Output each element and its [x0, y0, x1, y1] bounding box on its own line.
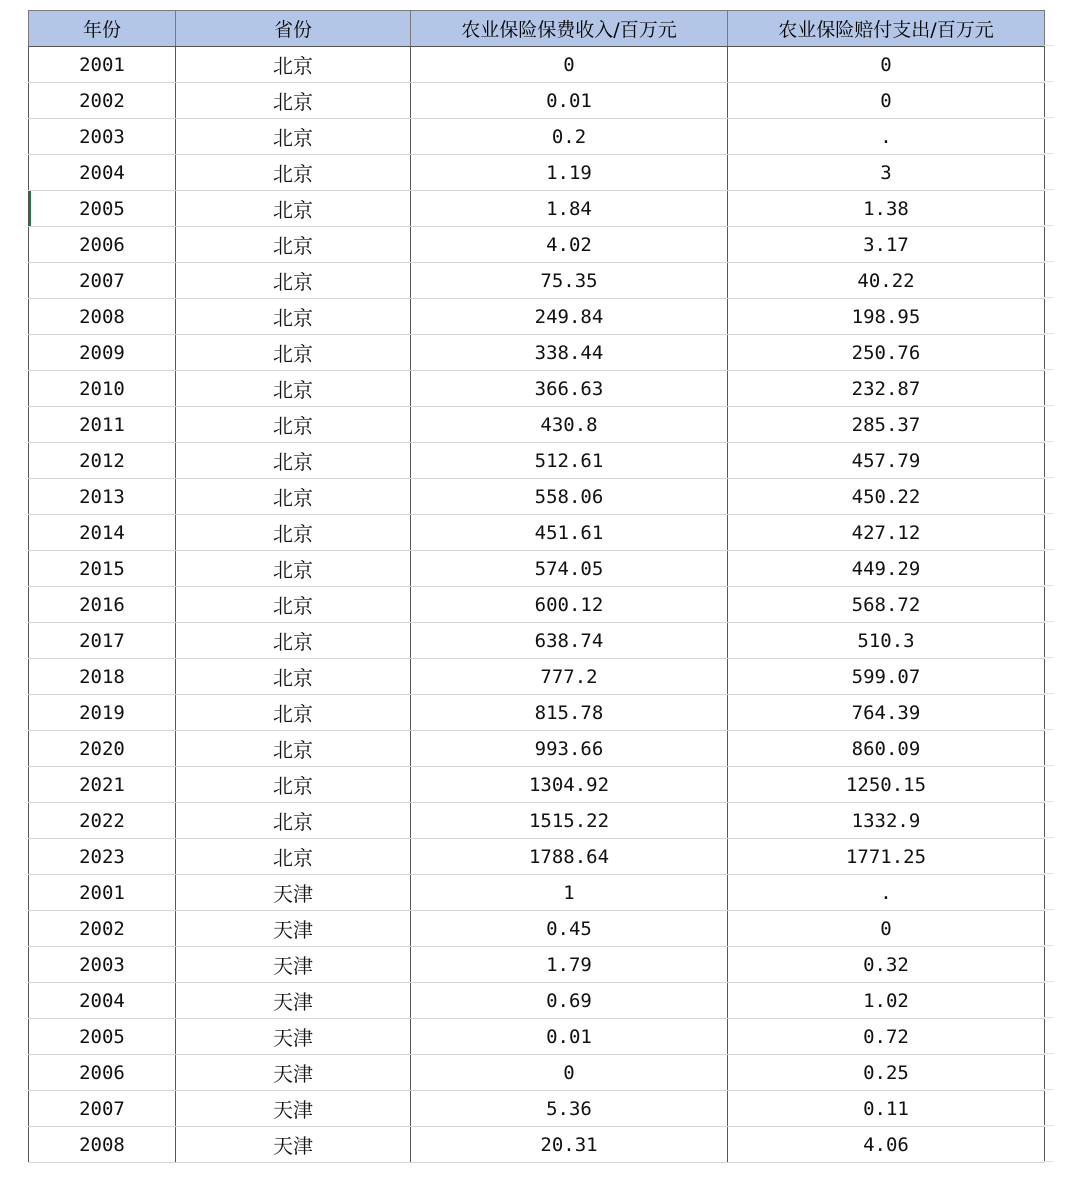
table-row	[29, 1091, 1045, 1127]
cell-premium[interactable]: 777.2	[411, 659, 728, 695]
empty-column-gridline	[1044, 225, 1054, 226]
empty-column-gridline	[1044, 117, 1054, 118]
cell-year[interactable]: 2011	[29, 407, 176, 443]
cell-province[interactable]: 北京	[176, 551, 411, 587]
cell-province[interactable]: 北京	[176, 299, 411, 335]
cell-year[interactable]: 2009	[29, 335, 176, 371]
cell-claims[interactable]: 510.3	[728, 623, 1045, 659]
cell-province[interactable]: 北京	[176, 119, 411, 155]
empty-column-gridline	[1044, 585, 1054, 586]
cell-premium[interactable]: 512.61	[411, 443, 728, 479]
cell-claims[interactable]: 427.12	[728, 515, 1045, 551]
cell-premium[interactable]: 0.01	[411, 83, 728, 119]
empty-column-gridline	[1044, 261, 1054, 262]
cell-premium[interactable]: 0	[411, 1055, 728, 1091]
empty-column-gridline	[1044, 837, 1054, 838]
cell-claims[interactable]: 764.39	[728, 695, 1045, 731]
table-row	[29, 551, 1045, 587]
cell-premium[interactable]: 0.2	[411, 119, 728, 155]
cell-claims[interactable]: 568.72	[728, 587, 1045, 623]
cell-province[interactable]: 北京	[176, 407, 411, 443]
cell-province[interactable]: 北京	[176, 479, 411, 515]
empty-column-gridline	[1044, 693, 1054, 694]
cell-premium[interactable]: 4.02	[411, 227, 728, 263]
cell-year[interactable]: 2004	[29, 155, 176, 191]
cell-year[interactable]: 2008	[29, 299, 176, 335]
cell-claims[interactable]: 198.95	[728, 299, 1045, 335]
cell-premium[interactable]: 451.61	[411, 515, 728, 551]
table-row	[29, 83, 1045, 119]
cell-premium[interactable]: 1.79	[411, 947, 728, 983]
cell-premium[interactable]: 5.36	[411, 1091, 728, 1127]
cell-premium[interactable]: 249.84	[411, 299, 728, 335]
cell-year[interactable]: 2003	[29, 947, 176, 983]
table-row	[29, 659, 1045, 695]
cell-province[interactable]: 北京	[176, 515, 411, 551]
empty-column-gridline	[1044, 621, 1054, 622]
cell-premium[interactable]: 1304.92	[411, 767, 728, 803]
cell-province[interactable]: 天津	[176, 1055, 411, 1091]
cell-claims[interactable]: 0.72	[728, 1019, 1045, 1055]
cell-claims[interactable]: 0	[728, 47, 1045, 83]
header-year[interactable]: 年份	[29, 11, 176, 47]
cell-premium[interactable]: 993.66	[411, 731, 728, 767]
table-row	[29, 119, 1045, 155]
cell-premium[interactable]: 600.12	[411, 587, 728, 623]
cell-claims[interactable]: 0.25	[728, 1055, 1045, 1091]
cell-year[interactable]: 2010	[29, 371, 176, 407]
data-table	[28, 10, 1045, 1163]
empty-column-gridline	[1044, 333, 1054, 334]
table-row	[29, 515, 1045, 551]
cell-claims[interactable]: 0	[728, 911, 1045, 947]
cell-year[interactable]: 2002	[29, 911, 176, 947]
empty-column-gridline	[1044, 765, 1054, 766]
table-row	[29, 911, 1045, 947]
empty-column-gridline	[1044, 729, 1054, 730]
cell-premium[interactable]: 0.45	[411, 911, 728, 947]
table-row	[29, 371, 1045, 407]
table-row	[29, 587, 1045, 623]
cell-province[interactable]: 天津	[176, 1019, 411, 1055]
cell-premium[interactable]: 0.69	[411, 983, 728, 1019]
cell-province[interactable]: 北京	[176, 335, 411, 371]
spreadsheet-grid	[28, 10, 1054, 1163]
cell-year[interactable]: 2022	[29, 803, 176, 839]
table-row	[29, 227, 1045, 263]
cell-year[interactable]: 2014	[29, 515, 176, 551]
cell-province[interactable]: 北京	[176, 83, 411, 119]
cell-year[interactable]: 2007	[29, 263, 176, 299]
cell-claims[interactable]: 232.87	[728, 371, 1045, 407]
cell-premium[interactable]: 75.35	[411, 263, 728, 299]
table-row	[29, 335, 1045, 371]
empty-column-gridline	[1044, 1125, 1054, 1126]
cell-province[interactable]: 天津	[176, 911, 411, 947]
cell-year[interactable]: 2001	[29, 875, 176, 911]
cell-premium[interactable]: 558.06	[411, 479, 728, 515]
table-row	[29, 731, 1045, 767]
cell-year[interactable]: 2016	[29, 587, 176, 623]
cell-claims[interactable]: 4.06	[728, 1127, 1045, 1163]
cell-claims[interactable]: 1.02	[728, 983, 1045, 1019]
cell-province[interactable]: 天津	[176, 947, 411, 983]
cell-claims[interactable]: 0	[728, 83, 1045, 119]
cell-premium[interactable]: 20.31	[411, 1127, 728, 1163]
cell-premium[interactable]: 638.74	[411, 623, 728, 659]
cell-claims[interactable]: 449.29	[728, 551, 1045, 587]
cell-year[interactable]: 2001	[29, 47, 176, 83]
cell-premium[interactable]: 0	[411, 47, 728, 83]
empty-column-gridline	[1044, 153, 1054, 154]
table-row	[29, 875, 1045, 911]
table-row	[29, 1127, 1045, 1163]
cell-year[interactable]: 2006	[29, 1055, 176, 1091]
empty-column-gridline	[1044, 477, 1054, 478]
table-row	[29, 47, 1045, 83]
table-row	[29, 479, 1045, 515]
cell-claims[interactable]: 285.37	[728, 407, 1045, 443]
cell-year[interactable]: 2007	[29, 1091, 176, 1127]
cell-year[interactable]: 2002	[29, 83, 176, 119]
cell-province[interactable]: 北京	[176, 227, 411, 263]
cell-year[interactable]: 2020	[29, 731, 176, 767]
cell-premium[interactable]: 1788.64	[411, 839, 728, 875]
empty-column-gridline	[1044, 945, 1054, 946]
cell-year[interactable]: 2006	[29, 227, 176, 263]
table-row	[29, 191, 1045, 227]
cell-claims[interactable]: 599.07	[728, 659, 1045, 695]
cell-claims[interactable]: 1771.25	[728, 839, 1045, 875]
cell-claims[interactable]: 3	[728, 155, 1045, 191]
table-body	[29, 47, 1045, 1163]
cell-year[interactable]: 2004	[29, 983, 176, 1019]
empty-column-gridline	[1044, 981, 1054, 982]
cell-province[interactable]: 天津	[176, 875, 411, 911]
empty-column-gridline	[1044, 189, 1054, 190]
cell-year[interactable]: 2005	[29, 191, 176, 227]
cell-province[interactable]: 北京	[176, 587, 411, 623]
header-claims[interactable]: 农业保险赔付支出/百万元	[728, 11, 1045, 47]
cell-province[interactable]: 北京	[176, 695, 411, 731]
cell-claims[interactable]: 0.11	[728, 1091, 1045, 1127]
cell-premium[interactable]: 338.44	[411, 335, 728, 371]
cell-province[interactable]: 天津	[176, 1127, 411, 1163]
table-row	[29, 983, 1045, 1019]
empty-column-gridline	[1044, 441, 1054, 442]
empty-column-gridline	[1044, 1017, 1054, 1018]
cell-premium[interactable]: 366.63	[411, 371, 728, 407]
empty-column-gridline	[1044, 1053, 1054, 1054]
empty-column-gridline	[1044, 909, 1054, 910]
cell-province[interactable]: 北京	[176, 731, 411, 767]
cell-province[interactable]: 北京	[176, 659, 411, 695]
cell-year[interactable]: 2013	[29, 479, 176, 515]
cell-province[interactable]: 天津	[176, 1091, 411, 1127]
cell-claims[interactable]: .	[728, 119, 1045, 155]
cell-year[interactable]: 2008	[29, 1127, 176, 1163]
header-row	[29, 11, 1045, 47]
cell-year[interactable]: 2021	[29, 767, 176, 803]
cell-year[interactable]: 2005	[29, 1019, 176, 1055]
cell-premium[interactable]: 1.84	[411, 191, 728, 227]
cell-claims[interactable]: 1332.9	[728, 803, 1045, 839]
cell-year[interactable]: 2019	[29, 695, 176, 731]
cell-claims[interactable]: 1250.15	[728, 767, 1045, 803]
cell-province[interactable]: 北京	[176, 47, 411, 83]
header-province[interactable]: 省份	[176, 11, 411, 47]
cell-claims[interactable]: 3.17	[728, 227, 1045, 263]
empty-column-gridline	[1044, 513, 1054, 514]
table-row	[29, 443, 1045, 479]
cell-claims[interactable]: 1.38	[728, 191, 1045, 227]
cell-claims[interactable]: 450.22	[728, 479, 1045, 515]
cell-claims[interactable]: 40.22	[728, 263, 1045, 299]
cell-premium[interactable]: 1.19	[411, 155, 728, 191]
cell-province[interactable]: 北京	[176, 767, 411, 803]
cell-province[interactable]: 北京	[176, 839, 411, 875]
empty-column-gridline	[1044, 657, 1054, 658]
empty-column-gridline	[1044, 81, 1054, 82]
empty-column-gridline	[1044, 801, 1054, 802]
cell-province[interactable]: 北京	[176, 191, 411, 227]
table-row	[29, 839, 1045, 875]
cell-premium[interactable]: 0.01	[411, 1019, 728, 1055]
table-row	[29, 1055, 1045, 1091]
cell-province[interactable]: 北京	[176, 155, 411, 191]
cell-year[interactable]: 2018	[29, 659, 176, 695]
empty-column-gridline	[1044, 369, 1054, 370]
empty-column-gridline	[1044, 297, 1054, 298]
table-row	[29, 155, 1045, 191]
table-row	[29, 407, 1045, 443]
cell-year[interactable]: 2023	[29, 839, 176, 875]
cell-province[interactable]: 北京	[176, 443, 411, 479]
cell-year[interactable]: 2017	[29, 623, 176, 659]
cell-province[interactable]: 北京	[176, 371, 411, 407]
cell-province[interactable]: 天津	[176, 983, 411, 1019]
empty-column-gridline	[1044, 549, 1054, 550]
cell-premium[interactable]: 574.05	[411, 551, 728, 587]
table-row	[29, 695, 1045, 731]
table-row	[29, 1019, 1045, 1055]
table-row	[29, 623, 1045, 659]
cell-province[interactable]: 北京	[176, 803, 411, 839]
empty-column-gridline	[1044, 45, 1054, 46]
cell-premium[interactable]: 1	[411, 875, 728, 911]
empty-column-gridline	[1044, 1161, 1054, 1162]
cell-year[interactable]: 2012	[29, 443, 176, 479]
table-row	[29, 263, 1045, 299]
table-row	[29, 947, 1045, 983]
empty-column-gridline	[1044, 873, 1054, 874]
cell-premium[interactable]: 430.8	[411, 407, 728, 443]
cell-premium[interactable]: 1515.22	[411, 803, 728, 839]
header-premium[interactable]: 农业保险保费收入/百万元	[411, 11, 728, 47]
cell-premium[interactable]: 815.78	[411, 695, 728, 731]
cell-year[interactable]: 2015	[29, 551, 176, 587]
cell-province[interactable]: 北京	[176, 263, 411, 299]
table-row	[29, 299, 1045, 335]
table-row	[29, 767, 1045, 803]
cell-claims[interactable]: 860.09	[728, 731, 1045, 767]
cell-year[interactable]: 2003	[29, 119, 176, 155]
empty-column-gridline	[1044, 405, 1054, 406]
cell-claims[interactable]: 457.79	[728, 443, 1045, 479]
cell-claims[interactable]: .	[728, 875, 1045, 911]
cell-claims[interactable]: 0.32	[728, 947, 1045, 983]
table-row	[29, 803, 1045, 839]
empty-column-gridline	[1044, 1089, 1054, 1090]
cell-province[interactable]: 北京	[176, 623, 411, 659]
cell-claims[interactable]: 250.76	[728, 335, 1045, 371]
